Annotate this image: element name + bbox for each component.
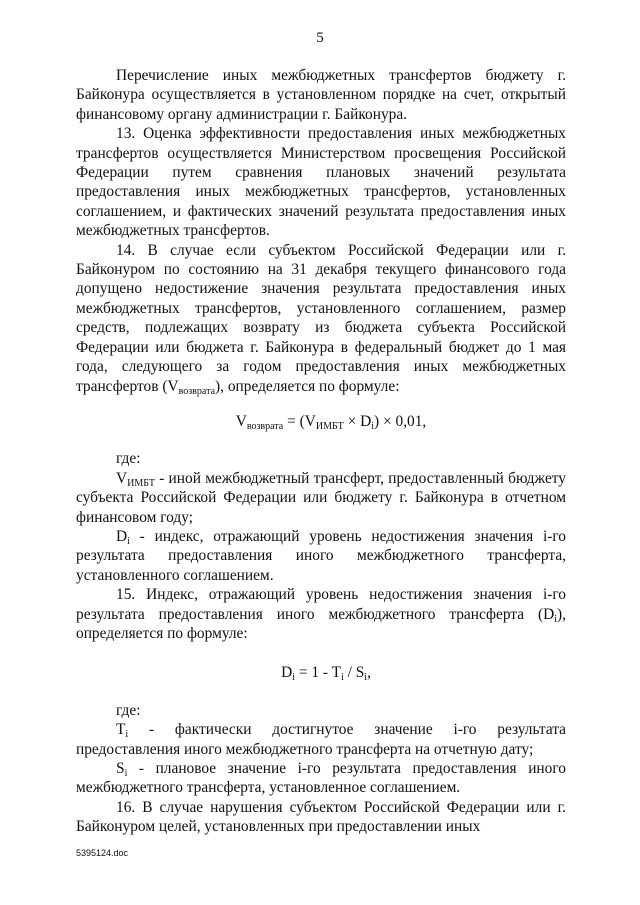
paragraph-transfer: Перечисление иных межбюджетных трансфертов бюджету г. Байконура осуществляется в установленном порядке на счет, открытый финансовому органу администрации г. Байконура. bbox=[76, 67, 566, 123]
di-sub: i bbox=[127, 535, 130, 547]
formula-index bbox=[76, 663, 566, 682]
footer-filename: 5395124.doc bbox=[76, 848, 129, 858]
ti-lead: T bbox=[116, 721, 126, 739]
si-lead: S bbox=[116, 760, 125, 777]
vimbt-text: - иной межбюджетный трансферт, предоставленный бюджету субъекта Российской Федерации или бюджету г. Байконура в отчетном финансовом году; bbox=[76, 469, 566, 526]
definition-di bbox=[76, 527, 566, 585]
definition-ti bbox=[76, 720, 566, 759]
paragraph-15-end: ), определяется по формуле: bbox=[76, 605, 566, 642]
paragraph-14-subscript: возврата bbox=[178, 385, 216, 397]
si-sub: i bbox=[124, 768, 128, 779]
formula2-d: D bbox=[281, 664, 293, 682]
paragraph-14 bbox=[76, 241, 566, 396]
formula1-eq: = (V bbox=[283, 412, 316, 430]
where-label-1: где: bbox=[116, 450, 141, 468]
ti-sub: i bbox=[125, 729, 129, 741]
paragraph-13: 13. Оценка эффективности предоставления иных межбюджетных трансфертов осуществляется Министерством просвещения Российской Федерации путем сравнения плановых значений результата предоставления иных межбюджетных трансфертов, установленных соглашением, и фактических значений результата предоставления иных межбюджетных трансфертов. bbox=[76, 125, 566, 240]
formula2-tail: , bbox=[367, 664, 371, 682]
formula1-d-sub: i bbox=[371, 420, 374, 432]
formula1-tail: ) × 0,01, bbox=[374, 412, 427, 430]
paragraph-15-text: 15. Индекс, отражающий уровень недостижения значения i-го результата предоставления иного межбюджетного трансферта (D bbox=[76, 586, 566, 623]
paragraph-15-sub: i bbox=[554, 613, 558, 625]
paragraph-15 bbox=[76, 585, 566, 643]
formula1-v: V bbox=[235, 412, 247, 430]
formula-return-amount bbox=[76, 412, 566, 431]
formula1-v-sub: возврата bbox=[246, 420, 284, 432]
definition-si bbox=[76, 759, 566, 798]
definition-vimbt bbox=[76, 469, 566, 527]
formula1-times-d: × D bbox=[343, 412, 372, 430]
formula1-imbt-sub: ИМБТ bbox=[315, 420, 344, 432]
formula2-s-sub: i bbox=[364, 672, 368, 684]
document-body bbox=[76, 66, 566, 837]
paragraph-14-text: 14. В случае если субъектом Российской Федерации или г. Байконуром по состоянию на 31 декабря текущего финансового года допущено недостижение значения результата предоставления иных межбюджетных трансфертов, установленного соглашением, размер средств, подлежащих возврату из бюджета субъекта Российской Федерации или бюджета г. Байконура в федеральный бюджет до 1 мая года, следующего за годом предоставления иных межбюджетных трансфертов (V bbox=[76, 241, 566, 395]
vimbt-lead: V bbox=[116, 469, 128, 487]
page-number: 5 bbox=[316, 30, 324, 46]
formula2-d-sub: i bbox=[292, 672, 295, 684]
formula2-slash: / S bbox=[343, 664, 365, 682]
di-text: - индекс, отражающий уровень недостижения значения i-го результата предоставления иного межбюджетного трансферта, установленного соглашением. bbox=[76, 527, 566, 584]
paragraph-16: 16. В случае нарушения субъектом Российской Федерации или г. Байконуром целей, установленных при предоставлении иных bbox=[76, 798, 566, 836]
si-text: - плановое значение i-го результата предоставления иного межбюджетного трансферта, установленное соглашением. bbox=[76, 760, 566, 797]
where-label-2: где: bbox=[116, 701, 141, 719]
di-lead: D bbox=[116, 527, 128, 545]
ti-text: - фактически достигнутое значение i-го результата предоставления иного межбюджетного трансферта на отчетную дату; bbox=[76, 721, 566, 758]
formula2-t-sub: i bbox=[340, 672, 344, 684]
vimbt-sub: ИМБТ bbox=[127, 477, 155, 489]
formula2-eq: = 1 - T bbox=[294, 664, 341, 682]
paragraph-14-end: ), определяется по формуле: bbox=[215, 377, 400, 395]
